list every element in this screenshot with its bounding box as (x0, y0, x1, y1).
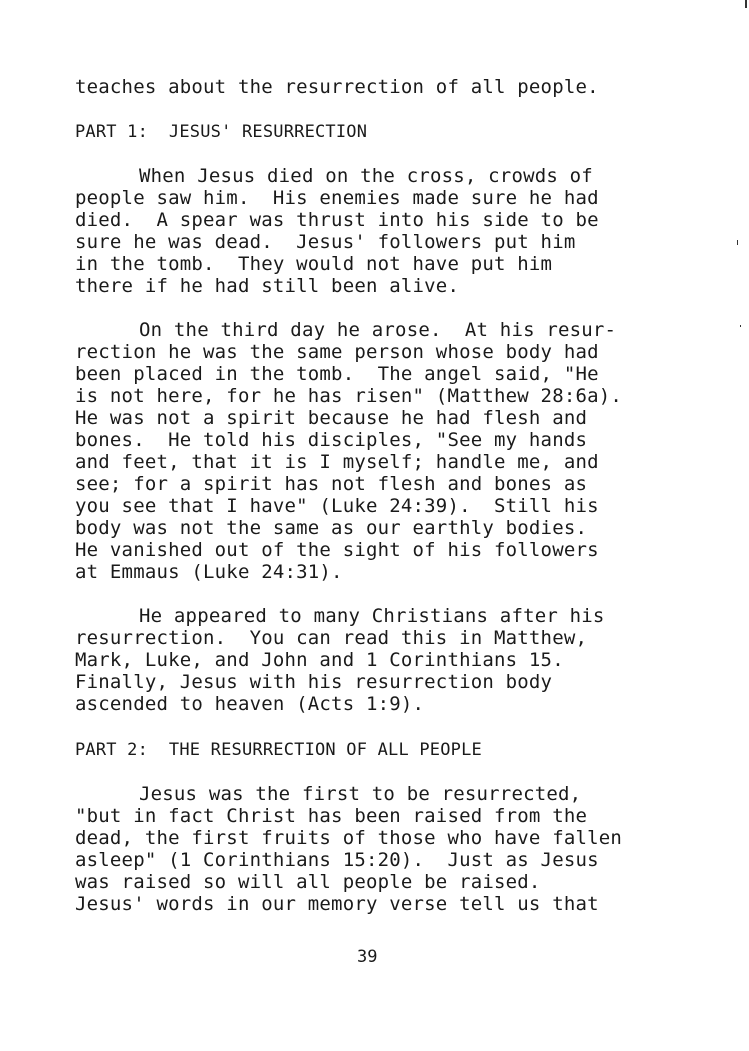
paragraph-line: Jesus' words in our memory verse tell us that (75, 893, 599, 915)
paragraph-line: He was not a spirit because he had flesh and (75, 407, 588, 429)
paragraph-line: He appeared to many Christians after his (139, 605, 605, 627)
paragraph-line: was raised so will all people be raised. (75, 871, 541, 893)
paragraph-line: people saw him. His enemies made sure he had (75, 187, 599, 209)
page-number: 39 (357, 947, 378, 967)
part2-heading: PART 2: THE RESURRECTION OF ALL PEOPLE (75, 740, 482, 760)
paragraph-line: at Emmaus (Luke 24:31). (75, 561, 343, 583)
paragraph-line: died. A spear was thrust into his side to be (75, 209, 599, 231)
part1-heading: PART 1: JESUS' RESURRECTION (75, 122, 368, 142)
paragraph-line: you see that I have" (Luke 24:39). Still his (75, 495, 599, 517)
paragraph-line: asleep" (1 Corinthians 15:20). Just as Jesus (75, 849, 599, 871)
paragraph-line: "but in fact Christ has been raised from the (75, 805, 588, 827)
scan-mark (745, 0, 747, 8)
paragraph-line: and feet, that it is I myself; handle me, and (75, 451, 599, 473)
paragraph-line: dead, the first fruits of those who have fallen (75, 827, 623, 849)
paragraph-line: sure he was dead. Jesus' followers put him (75, 231, 576, 253)
paragraph-line: is not here, for he has risen" (Matthew 28:6a). (75, 385, 623, 407)
paragraph-line: Jesus was the first to be resurrected, (139, 783, 582, 805)
intro-line: teaches about the resurrection of all people. (75, 76, 599, 98)
paragraph-line: there if he had still been alive. (75, 275, 460, 297)
paragraph-line: rection he was the same person whose body had (75, 341, 599, 363)
paragraph-line: body was not the same as our earthly bodies. (75, 517, 588, 539)
paragraph-line: in the tomb. They would not have put him (75, 253, 553, 275)
paragraph-line: Finally, Jesus with his resurrection body (75, 671, 553, 693)
paragraph-line: He vanished out of the sight of his followers (75, 539, 599, 561)
paragraph-line: When Jesus died on the cross, crowds of (139, 165, 593, 187)
paragraph-line: see; for a spirit has not flesh and bones as (75, 473, 588, 495)
paragraph-line: been placed in the tomb. The angel said, "He (75, 363, 599, 385)
paragraph-line: Mark, Luke, and John and 1 Corinthians 15. (75, 649, 564, 671)
paragraph-line: ascended to heaven (Acts 1:9). (75, 693, 425, 715)
scan-mark (737, 240, 738, 245)
paragraph-line: On the third day he arose. At his resur- (139, 319, 617, 341)
paragraph-line: bones. He told his disciples, "See my hands (75, 429, 588, 451)
scan-mark (740, 325, 741, 327)
paragraph-line: resurrection. You can read this in Matthew, (75, 627, 588, 649)
